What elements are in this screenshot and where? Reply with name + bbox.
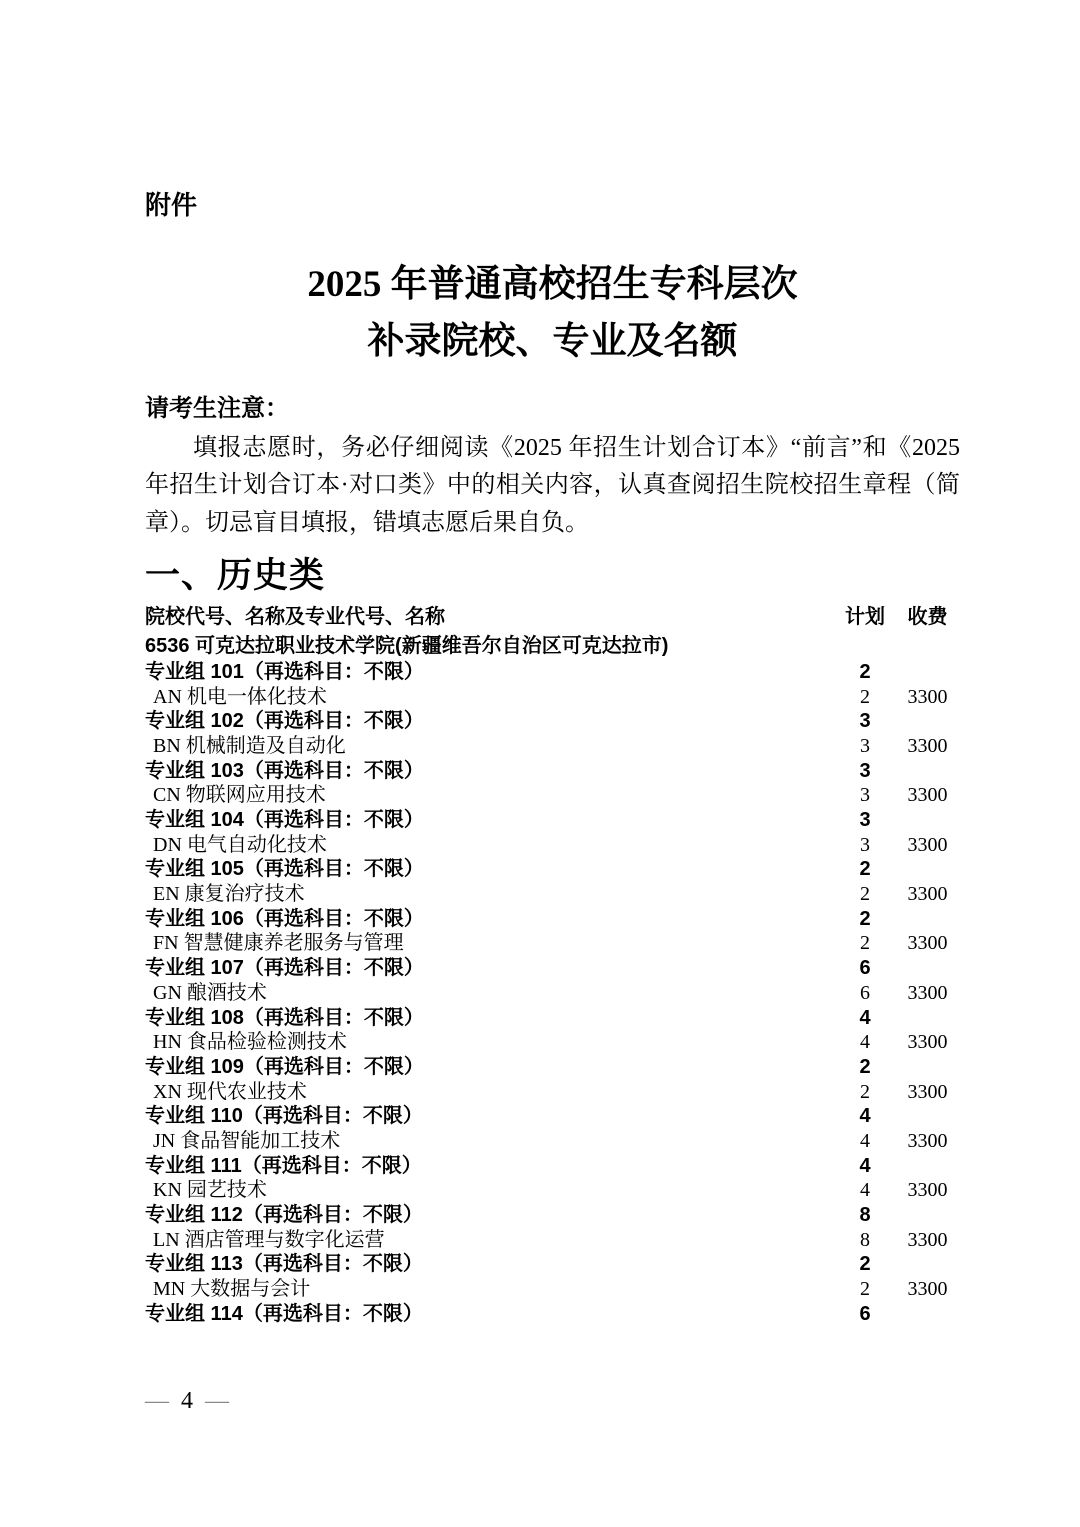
row-name: 专业组 106（再选科目：不限） (145, 907, 424, 930)
major-row (145, 1129, 960, 1154)
row-fee: 3300 (907, 685, 948, 708)
row-name: HN 食品检验检测技术 (153, 1031, 347, 1054)
major-row (145, 931, 960, 956)
row-fee: 3300 (907, 1129, 948, 1152)
row-name: JN 食品智能加工技术 (153, 1129, 341, 1152)
row-name: GN 酿酒技术 (153, 981, 267, 1004)
page-number: 4 (181, 1388, 193, 1414)
row-name: AN 机电一体化技术 (153, 685, 327, 708)
row-plan-count: 6 (860, 981, 870, 1004)
major-row (145, 1030, 960, 1055)
specialty-group-row (145, 660, 960, 685)
row-plan-count: 3 (859, 759, 871, 782)
row-plan-count: 4 (859, 1105, 871, 1128)
row-plan-count: 3 (860, 734, 870, 757)
column-header-plan: 计划 (845, 605, 885, 628)
row-name: 专业组 113（再选科目：不限） (145, 1253, 423, 1276)
row-name: 专业组 114（再选科目：不限） (145, 1302, 423, 1325)
major-row (145, 783, 960, 808)
row-plan-count: 8 (860, 1228, 870, 1251)
row-name: KN 园艺技术 (153, 1179, 267, 1202)
row-name: FN 智慧健康养老服务与管理 (153, 932, 404, 955)
row-name: LN 酒店管理与数字化运营 (153, 1228, 385, 1251)
specialty-group-row (145, 759, 960, 784)
row-fee: 3300 (907, 1031, 948, 1054)
row-fee: 3300 (907, 833, 948, 856)
row-fee: 3300 (907, 1179, 948, 1202)
row-plan-count: 6 (859, 1302, 871, 1325)
notice-heading: 请考生注意： (145, 396, 289, 422)
major-row (145, 882, 960, 907)
major-row (145, 1228, 960, 1253)
document-title (145, 256, 960, 370)
row-fee: 3300 (907, 734, 948, 757)
row-plan-count: 6 (859, 957, 871, 980)
row-plan-count: 4 (860, 1179, 870, 1202)
row-name: BN 机械制造及自动化 (153, 734, 346, 757)
major-row (145, 734, 960, 759)
row-name: 专业组 108（再选科目：不限） (145, 1006, 424, 1029)
row-plan-count: 3 (859, 710, 871, 733)
document-title-line1: 2025 年普通高校招生专科层次 (307, 264, 798, 305)
specialty-group-row (145, 1302, 960, 1327)
row-plan-count: 2 (859, 1055, 871, 1078)
specialty-group-row (145, 1252, 960, 1277)
column-header-school-and-major: 院校代号、名称及专业代号、名称 (145, 605, 445, 628)
row-name: 专业组 101（再选科目：不限） (145, 660, 424, 683)
document-content (145, 0, 960, 1326)
row-name: 专业组 109（再选科目：不限） (145, 1055, 424, 1078)
section-heading-history-category: 一、历史类 (145, 555, 326, 595)
footer-dash-right: — (205, 1388, 229, 1414)
row-plan-count: 3 (859, 809, 871, 832)
row-name: 专业组 107（再选科目：不限） (145, 957, 424, 980)
document-title-line2: 补录院校、专业及名额 (367, 321, 738, 362)
row-plan-count: 4 (860, 1129, 870, 1152)
school-row (145, 632, 960, 660)
row-plan-count: 4 (860, 1031, 870, 1054)
row-plan-count: 2 (859, 1253, 871, 1276)
specialty-group-row (145, 1104, 960, 1129)
row-name: 专业组 102（再选科目：不限） (145, 710, 424, 733)
row-plan-count: 2 (860, 883, 870, 906)
row-plan-count: 3 (860, 833, 870, 856)
row-plan-count: 4 (859, 1154, 871, 1177)
admission-table (145, 602, 960, 1327)
row-fee: 3300 (907, 932, 948, 955)
row-name: MN 大数据与会计 (153, 1278, 311, 1301)
row-name: CN 物联网应用技术 (153, 784, 326, 807)
row-name: 专业组 112（再选科目：不限） (145, 1204, 423, 1227)
row-fee: 3300 (907, 981, 948, 1004)
specialty-group-row (145, 956, 960, 981)
specialty-group-row (145, 808, 960, 833)
specialty-group-row (145, 1203, 960, 1228)
row-name: 专业组 110（再选科目：不限） (145, 1105, 423, 1128)
row-name: 专业组 104（再选科目：不限） (145, 809, 424, 832)
specialty-group-row (145, 1006, 960, 1031)
row-fee: 3300 (907, 1278, 948, 1301)
row-plan-count: 2 (860, 932, 870, 955)
specialty-group-row (145, 709, 960, 734)
row-plan-count: 8 (859, 1204, 871, 1227)
footer-dash-left: — (145, 1388, 169, 1414)
row-plan-count: 4 (859, 1006, 871, 1029)
row-fee: 3300 (907, 1080, 948, 1103)
row-plan-count: 2 (860, 1080, 870, 1103)
specialty-group-row (145, 857, 960, 882)
row-name: 专业组 111（再选科目：不限） (145, 1154, 422, 1177)
column-header-fee: 收费 (907, 605, 948, 628)
major-row (145, 685, 960, 710)
specialty-group-row (145, 907, 960, 932)
row-plan-count: 3 (860, 784, 870, 807)
row-fee: 3300 (907, 1228, 948, 1251)
specialty-group-row (145, 1154, 960, 1179)
row-name: 专业组 103（再选科目：不限） (145, 759, 424, 782)
row-plan-count: 2 (860, 1278, 870, 1301)
specialty-group-row (145, 1055, 960, 1080)
row-name: EN 康复治疗技术 (153, 883, 305, 906)
row-name: 专业组 105（再选科目：不限） (145, 858, 424, 881)
row-name: XN 现代农业技术 (153, 1080, 307, 1103)
attachment-label: 附件 (145, 190, 198, 220)
major-row (145, 1277, 960, 1302)
row-plan-count: 2 (859, 907, 871, 930)
major-row (145, 981, 960, 1006)
school-name: 6536 可克达拉职业技术学院(新疆维吾尔自治区可克达拉市) (145, 634, 669, 657)
row-plan-count: 2 (859, 858, 871, 881)
major-row (145, 833, 960, 858)
page-footer (145, 1388, 229, 1415)
row-fee: 3300 (907, 784, 948, 807)
major-row (145, 1178, 960, 1203)
notice-paragraph: 填报志愿时，务必仔细阅读《2025 年招生计划合订本》“前言”和《2025 年招生计划合订本·对口类》中的相关内容，认真查阅招生院校招生章程（简章）。切忌盲目填报，错填志愿后果自负。 (145, 435, 960, 536)
row-plan-count: 2 (859, 660, 871, 683)
major-row (145, 1080, 960, 1105)
table-header-row (145, 602, 960, 632)
row-plan-count: 2 (860, 685, 870, 708)
row-name: DN 电气自动化技术 (153, 833, 327, 856)
row-fee: 3300 (907, 883, 948, 906)
admission-table-body (145, 660, 960, 1327)
